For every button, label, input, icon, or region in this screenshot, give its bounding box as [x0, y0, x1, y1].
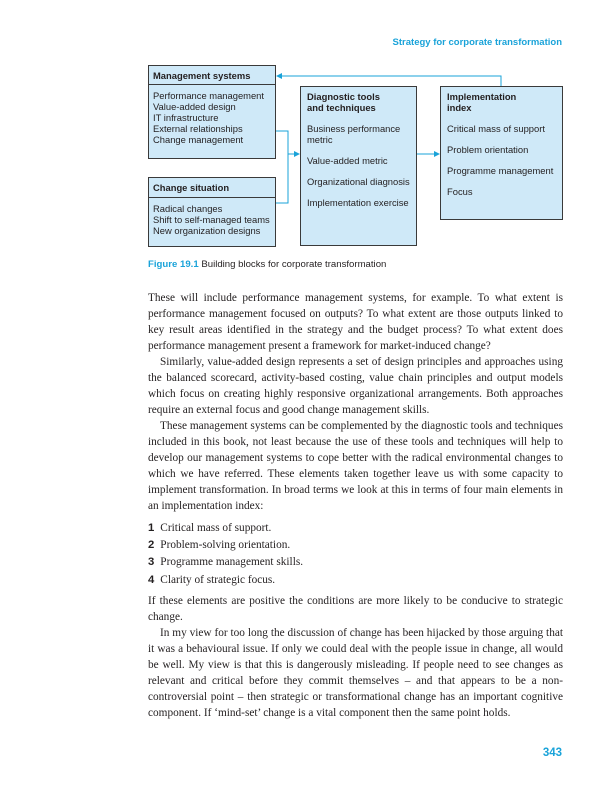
change-situation-item: Shift to self-managed teams	[153, 214, 270, 225]
list-item	[148, 554, 563, 571]
figure-caption-text: Building blocks for corporate transformation	[201, 259, 387, 270]
change-situation-box	[148, 177, 276, 247]
mgmt-to-diag-arrow	[276, 131, 299, 154]
diagnostic-tools-box	[300, 86, 417, 246]
body-text	[148, 290, 563, 721]
implementation-list	[148, 520, 563, 589]
paragraph: Similarly, value-added design represents a set of design principles and approaches using the balanced scorecard, activity-based costing, value chain principles and output models which focus on creating highly responsive organizational arrangements. Both approaches require an external focus and good change management skills.	[148, 356, 563, 416]
page-number: 343	[542, 747, 562, 759]
paragraph: These will include performance management systems, for example. To what extent is performance management focused on outputs? To what extent are those outputs linked to key result areas identified in the strategy and the budget process? To what extent does performance management present a framework for market-induced change?	[148, 292, 563, 352]
list-number: 4	[148, 573, 155, 586]
list-number: 1	[148, 522, 155, 534]
paragraph: In my view for too long the discussion of change has been hijacked by those arguing that it was a behavioural issue. If only we could deal with the people issue in change, all would be well. My view is that this is dangerously misleading. If people need to see changes as relevant and critical before they commit themselves – and that appears to be a non-controversial point – then strategic or transformational change has an important cognitive component. If ‘mind-set’ change is a vital component then the same point holds.	[148, 626, 563, 719]
figure-caption	[148, 259, 386, 270]
change-situation-title: Change situation	[149, 178, 275, 198]
diagnostic-tools-item: Organizational diagnosis	[307, 176, 410, 187]
list-text: Programme management skills.	[160, 556, 304, 569]
list-number: 2	[148, 539, 155, 552]
change-situation-item: Radical changes	[153, 203, 223, 214]
paragraph: If these elements are positive the conditions are more likely to be conducive to strategic change.	[148, 594, 563, 623]
diagnostic-tools-item: metric	[307, 134, 333, 145]
list-text: Critical mass of support.	[160, 522, 272, 534]
change-to-diag-arrow	[276, 154, 288, 203]
management-systems-item: Value-added design	[153, 101, 236, 112]
diagnostic-tools-title-line: and techniques	[307, 102, 376, 113]
change-situation-item: New organization designs	[153, 225, 261, 236]
feedback-arrow	[277, 76, 501, 86]
implementation-index-box	[440, 86, 563, 220]
paragraph: These management systems can be complemented by the diagnostic tools and techniques included in this book, not least because the use of these tools and techniques will help to develop our management systems to cope better with the radical environmental changes to which we have referred. These elements taken together leave us with some capacity to implement transformation. In broad terms we look at this in terms of four main elements in an implementation index:	[148, 420, 563, 512]
implementation-index-title	[441, 87, 562, 114]
list-text: Clarity of strategic focus.	[160, 573, 276, 586]
implementation-index-title-line: Implementation	[447, 91, 517, 102]
diagnostic-tools-item: Implementation exercise	[307, 197, 409, 208]
management-systems-item: Change management	[153, 134, 244, 145]
list-item	[148, 537, 563, 554]
diagnostic-tools-title-line: Diagnostic tools	[307, 91, 380, 102]
list-text: Problem-solving orientation.	[160, 539, 291, 552]
management-systems-item: External relationships	[153, 123, 243, 134]
management-systems-item: Performance management	[153, 90, 264, 101]
diagnostic-tools-title	[301, 87, 416, 114]
implementation-index-item: Programme management	[447, 165, 554, 176]
running-head: Strategy for corporate transformation	[392, 37, 562, 48]
implementation-index-title-line: index	[447, 102, 472, 113]
figure-number: Figure 19.1	[148, 259, 199, 270]
list-item	[148, 520, 563, 537]
diagnostic-tools-item: Business performance	[307, 123, 401, 134]
implementation-index-item: Critical mass of support	[447, 123, 545, 134]
implementation-index-item: Focus	[447, 186, 473, 197]
implementation-index-item: Problem orientation	[447, 144, 529, 155]
list-number: 3	[148, 556, 155, 569]
diagnostic-tools-item: Value-added metric	[307, 155, 388, 166]
management-systems-item: IT infrastructure	[153, 112, 219, 123]
management-systems-title: Management systems	[149, 66, 275, 85]
management-systems-box	[148, 65, 276, 159]
list-item	[148, 572, 563, 589]
